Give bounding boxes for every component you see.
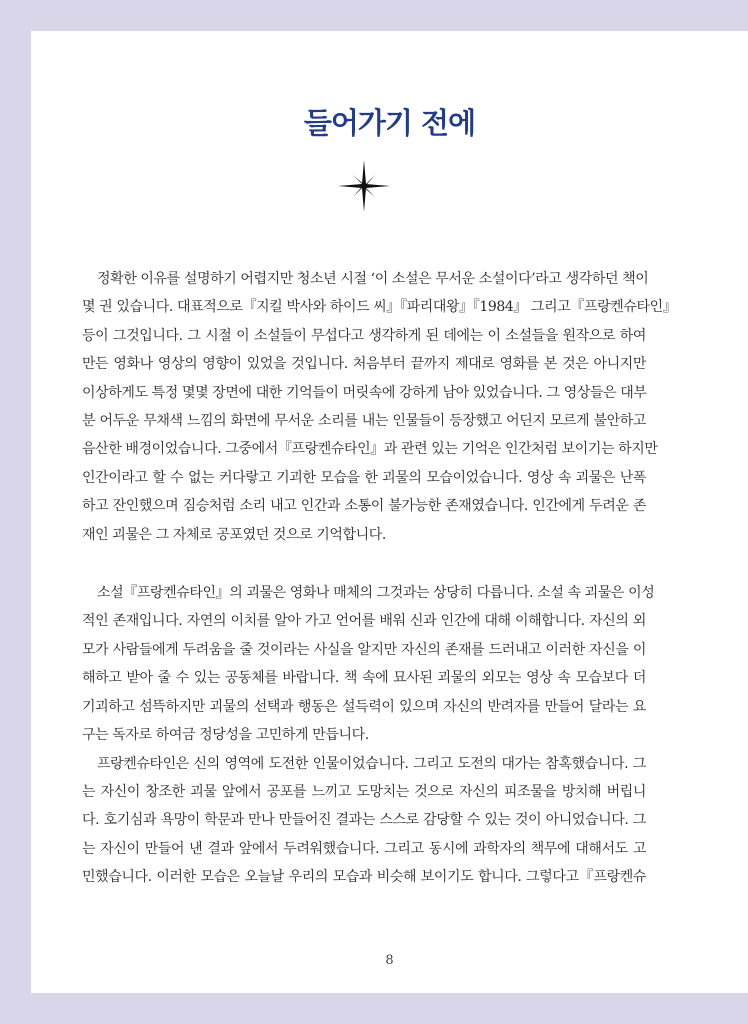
four-point-star-icon	[334, 156, 394, 216]
text-line: 이상하게도 특정 몇몇 장면에 대한 기억들이 머릿속에 강하게 남아 있었습니다. 그 영상들은 대부	[82, 384, 647, 401]
text-line: 는 자신이 창조한 괴물 앞에서 공포를 느끼고 도망치는 것으로 자신의 피조물을 방치해 버립니	[82, 783, 646, 800]
text-line: 재인 괴물은 그 자체로 공포였던 것으로 기억합니다.	[82, 526, 386, 543]
text-line: 민했습니다. 이러한 모습은 오늘날 우리의 모습과 비슷해 보이기도 합니다. 그렇다고『프랑켄슈	[82, 869, 646, 886]
text-line: 소설『프랑켄슈타인』의 괴물은 영화나 매체의 그것과는 상당히 다릅니다. 소설 속 괴물은 이성	[97, 585, 655, 602]
paragraph	[82, 579, 655, 749]
paragraph	[82, 265, 677, 549]
text-line: 몇 권 있습니다. 대표적으로『지킬 박사와 하이드 씨』『파리대왕』『1984』 그리고『프랑켄슈타인』	[82, 299, 677, 316]
page-number: 8	[385, 953, 394, 968]
paragraph	[82, 750, 646, 892]
text-line: 분 어두운 무채색 느낌의 화면에 무서운 소리를 내는 인물들이 등장했고 어딘지 모르게 불안하고	[82, 413, 646, 430]
text-line: 기괴하고 섬뜩하지만 괴물의 선택과 행동은 설득력이 있으며 자신의 반려자를 만들어 달라는 요	[82, 698, 646, 715]
text-line: 해하고 받아 줄 수 있는 공동체를 바랍니다. 책 속에 묘사된 괴물의 외모는 영상 속 모습보다 더	[82, 670, 646, 687]
text-line: 정확한 이유를 설명하기 어렵지만 청소년 시절 ‘이 소설은 무서운 소설이다’라고 생각하던 책이	[97, 271, 649, 287]
chapter-title: 들어가기 전에	[303, 106, 476, 140]
body-text	[82, 265, 677, 892]
text-line: 하고 잔인했으며 짐승처럼 소리 내고 인간과 소통이 불가능한 존재였습니다. 인간에게 두려운 존	[82, 498, 646, 515]
text-line: 다. 호기심과 욕망이 학문과 만나 만들어진 결과는 스스로 감당할 수 있는 것이 아니었습니다. 그	[82, 812, 646, 829]
text-line: 만든 영화나 영상의 영향이 있었을 것입니다. 처음부터 끝까지 제대로 영화를 본 것은 아니지만	[82, 356, 646, 373]
text-line: 모가 사람들에게 두려움을 줄 것이라는 사실을 알지만 자신의 존재를 드러내고 이러한 자신을 이	[82, 641, 646, 658]
text-line: 음산한 배경이었습니다. 그중에서『프랑켄슈타인』과 관련 있는 기억은 인간처럼 보이기는 하지만	[82, 441, 658, 458]
text-line: 프랑켄슈타인은 신의 영역에 도전한 인물이었습니다. 그리고 도전의 대가는 참혹했습니다. 그	[97, 755, 646, 772]
book-page	[31, 31, 748, 993]
text-line: 적인 존재입니다. 자연의 이치를 알아 가고 언어를 배워 신과 인간에 대해 이해합니다. 자신의 외	[82, 613, 646, 630]
text-line: 는 자신이 만들어 낸 결과 앞에서 두려워했습니다. 그리고 동시에 과학자의 책무에 대해서도 고	[82, 840, 646, 857]
text-line: 구는 독자로 하여금 정당성을 고민하게 만듭니다.	[82, 727, 369, 744]
text-line: 인간이라고 할 수 없는 커다랗고 기괴한 모습을 한 괴물의 모습이었습니다. 영상 속 괴물은 난폭	[82, 469, 646, 486]
text-line: 등이 그것입니다. 그 시절 이 소설들이 무섭다고 생각하게 된 데에는 이 소설들을 원작으로 하여	[82, 327, 646, 344]
